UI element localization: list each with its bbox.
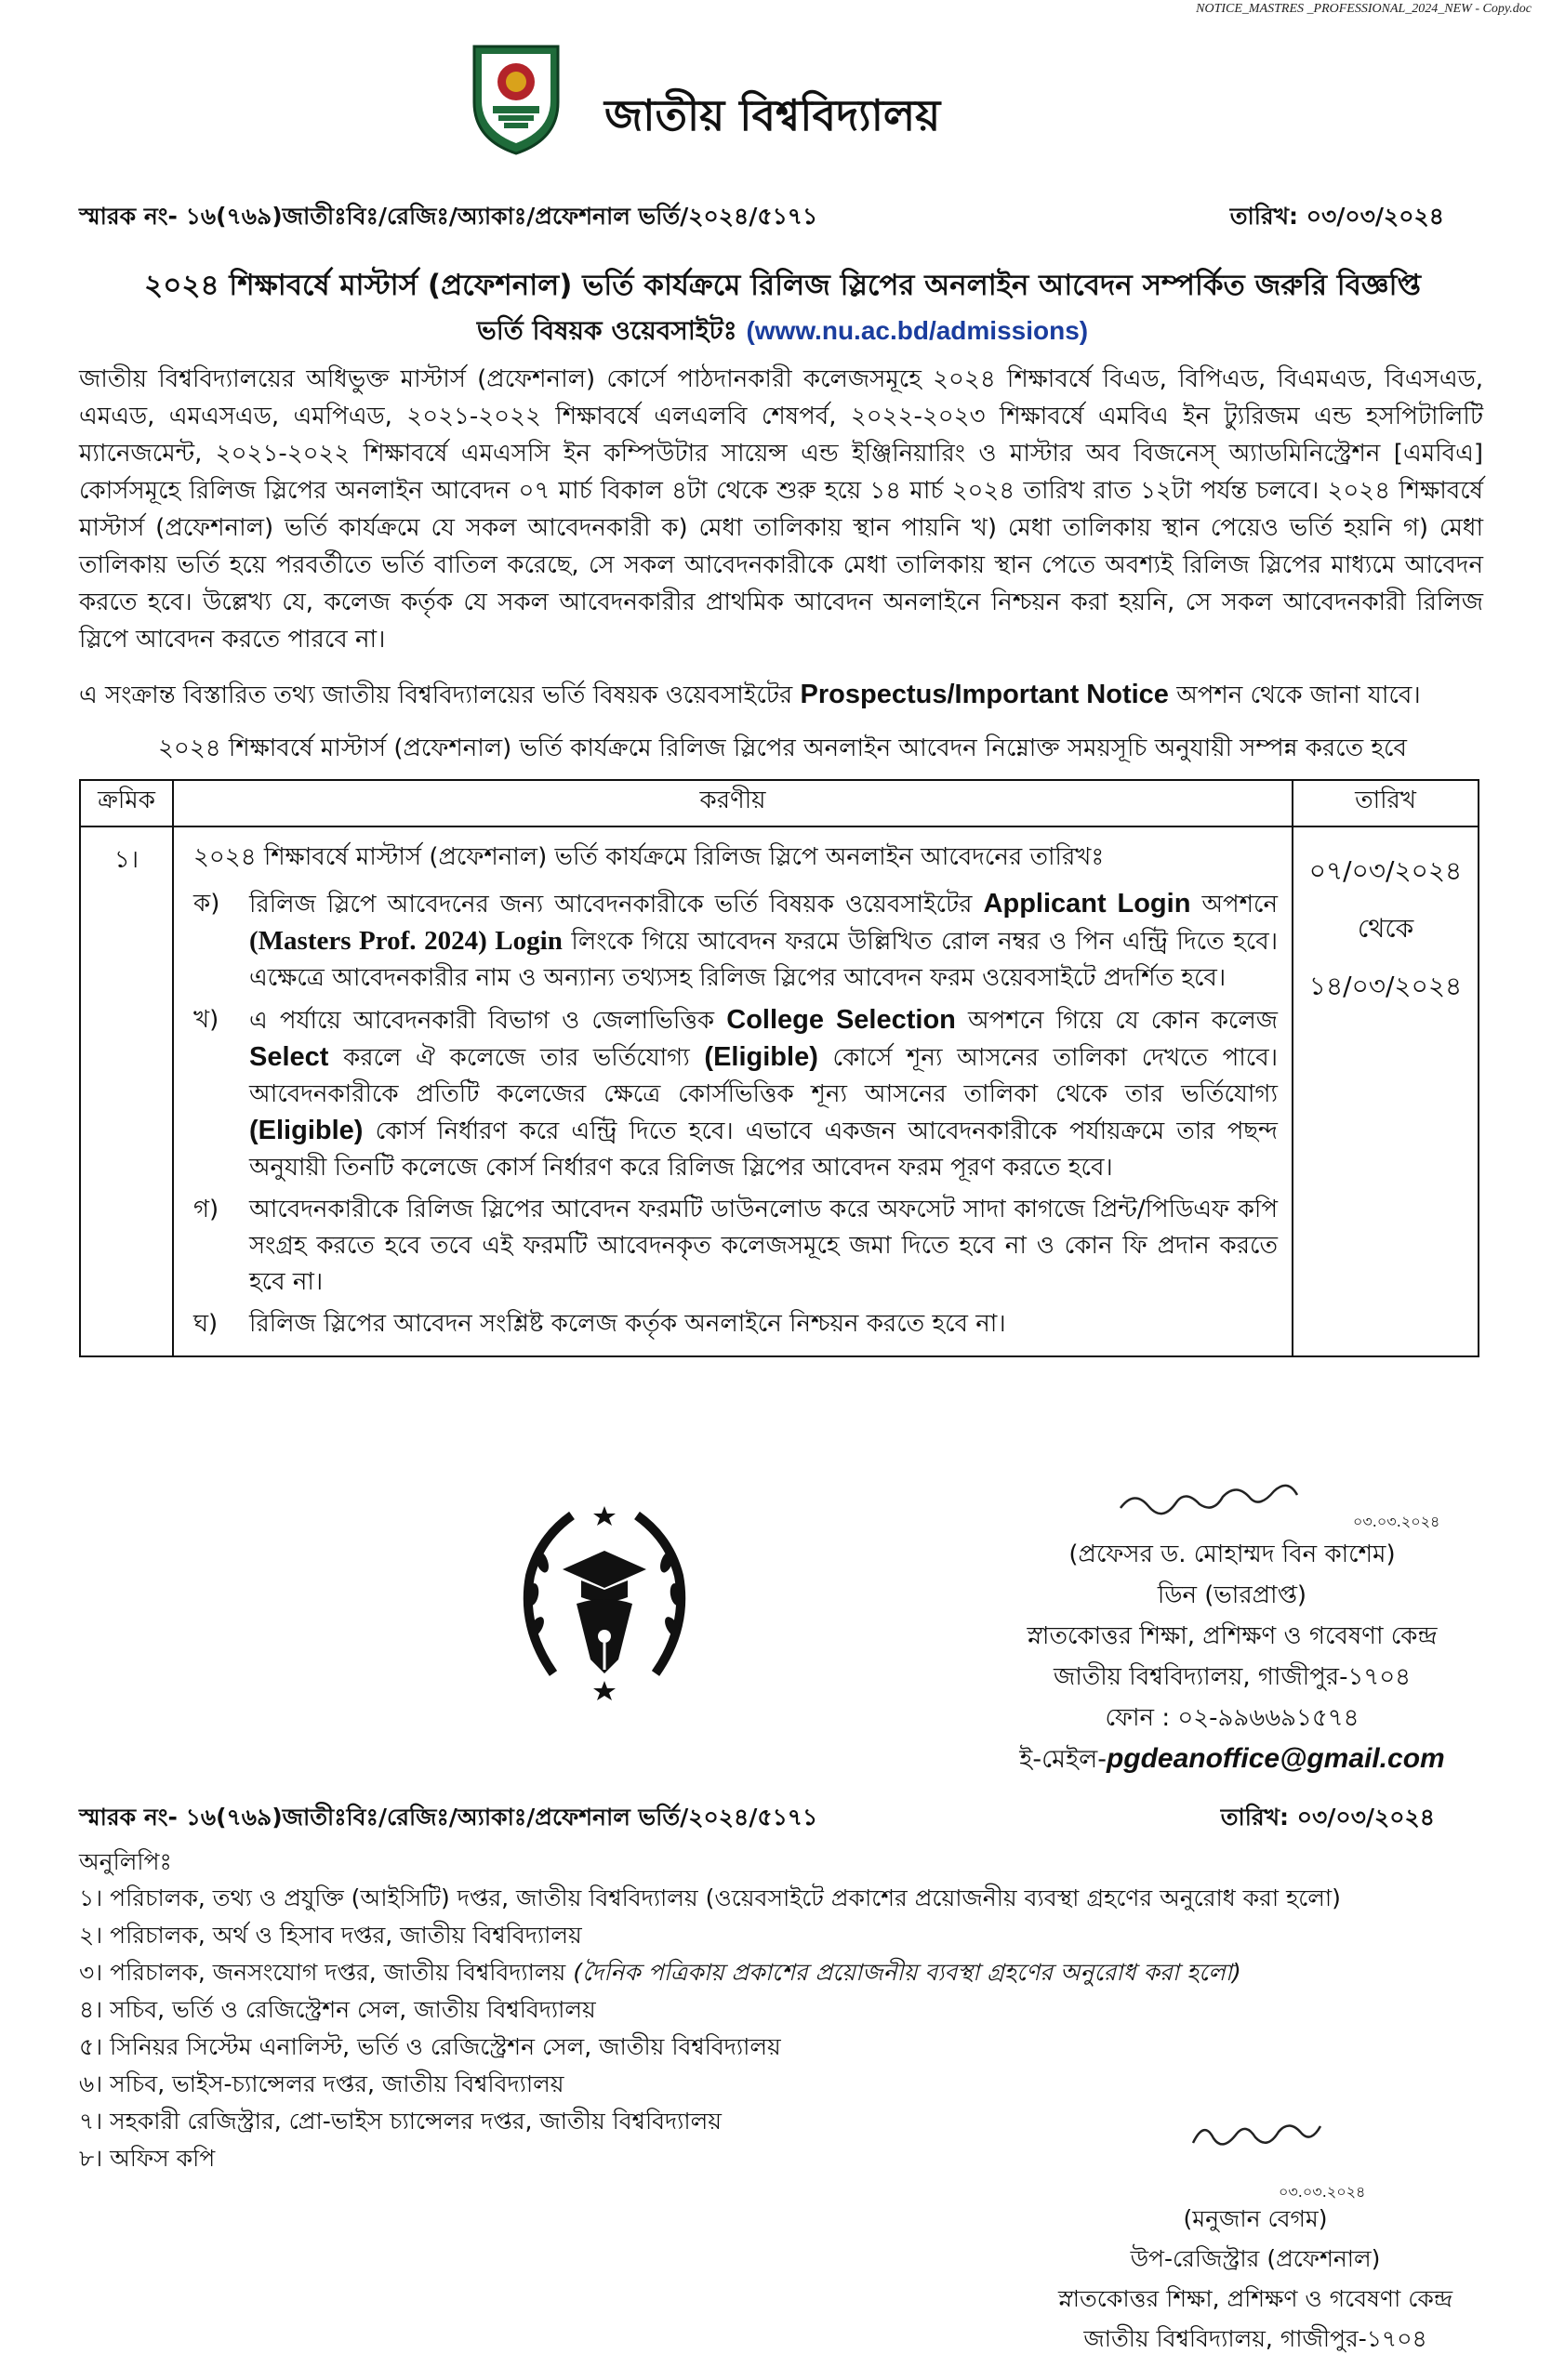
table-header-row [80, 780, 1479, 826]
dean-phone: ফোন : ০২-৯৯৬৬৯১৫৭৪ [1105, 1704, 1359, 1732]
sub-item-text: কোর্স নির্ধারণ করে এন্ট্রি দিতে হবে। এভাবে একজন আবেদনকারীকে পর্যায়ক্রমে তার পছন্দ অনুযায়ী তিনটি কলেজে কোর্স নির্ধারণ করে রিলিজ স্লিপের আবেদন ফরম পূরণ করতে হবে। [249, 1117, 1278, 1182]
website-url[interactable]: (www.nu.ac.bd/admissions) [746, 316, 1089, 345]
website-label: ভর্তি বিষয়ক ওয়েবসাইটঃ [476, 315, 737, 346]
sub-item-text: রিলিজ স্লিপের আবেদন সংশ্লিষ্ট কলেজ কর্তৃক অনলাইনে নিশ্চয়ন করতে হবে না। [249, 1310, 1006, 1338]
notice-title: ২০২৪ শিক্ষাবর্ষে মাস্টার্স (প্রফেশনাল) ভর্তি কার্যক্রমে রিলিজ স্লিপের অনলাইন আবেদন সম্পর্কিত জরুরি বিজ্ঞপ্তি [144, 269, 1421, 302]
sub-item-d [175, 1304, 1291, 1346]
header-date: তারিখ [1293, 780, 1479, 826]
date-to-word: থেকে [1357, 913, 1414, 944]
list-item: ৪। সচিব, ভর্তি ও রেজিস্ট্রেশন সেল, জাতীয় বিশ্ববিদ্যালয় [79, 1996, 596, 2023]
file-name: NOTICE_MASTRES _PROFESSIONAL_2024_NEW - Copy.doc [1196, 2, 1532, 16]
date-from: ০৭/০৩/২০২৪ [1308, 855, 1463, 886]
dean-office: স্নাতকোত্তর শিক্ষা, প্রশিক্ষণ ও গবেষণা কেন্দ্র [1027, 1622, 1438, 1650]
note-option: Prospectus/Important Notice [800, 680, 1169, 709]
sub-item-text: অপশনে [1201, 891, 1279, 919]
email-label: ই-মেইল- [1019, 1745, 1107, 1774]
registrar-title: উপ-রেজিস্ট্রার (প্রফেশনাল) [1130, 2245, 1381, 2272]
sub-item-label: ক) [193, 890, 220, 918]
sub-item-label: গ) [193, 1196, 219, 1223]
eligible-term: (Eligible) [704, 1042, 818, 1072]
list-item: ২। পরিচালক, অর্থ ও হিসাব দপ্তর, জাতীয় বিশ্ববিদ্যালয় [79, 1922, 582, 1949]
list-item: ৬। সচিব, ভাইস-চ্যান্সেলর দপ্তর, জাতীয় বিশ্ববিদ্যালয় [79, 2070, 564, 2097]
applicant-login-option: Applicant Login [983, 889, 1191, 919]
cc-list [79, 1880, 1341, 2177]
eligible-term: (Eligible) [249, 1116, 364, 1145]
cc-item-text: ৩। পরিচালক, জনসংযোগ দপ্তর, জাতীয় বিশ্ববিদ্যালয় [79, 1959, 566, 1986]
sub-item-a [175, 884, 1291, 1000]
admission-website [0, 311, 1565, 354]
row-serial: ১। [80, 826, 173, 1356]
date-to: ১৪/০৩/২০২৪ [1308, 971, 1463, 1001]
masters-login-link: (Masters Prof. 2024) Login [249, 926, 563, 956]
dean-sign-date: ০৩.০৩.২০২৪ [1353, 1513, 1440, 1530]
graduation-pen-emblem-icon [516, 1488, 693, 1711]
memo-date: তারিখ: ০৩/০৩/২০২৪ [1229, 203, 1444, 230]
row-task [173, 826, 1293, 1356]
registrar-office: স্নাতকোত্তর শিক্ষা, প্রশিক্ষণ ও গবেষণা কেন্দ্র [1057, 2285, 1453, 2312]
registrar-signature-icon [1186, 2106, 1325, 2162]
cc-item-note: (দৈনিক পত্রিকায় প্রকাশের প্রয়োজনীয় ব্যবস্থা গ্রহণের অনুরোধ করা হলো) [573, 1959, 1241, 1986]
list-item: ৮। অফিস কপি [79, 2145, 216, 2172]
schedule-table [79, 779, 1479, 1357]
sub-item-text: করলে ঐ কলেজে তার ভর্তিযোগ্য [343, 1044, 690, 1072]
row-date [1293, 826, 1479, 1356]
dean-email [990, 1740, 1474, 1782]
list-item: ৭। সহকারী রেজিস্ট্রার, প্রো-ভাইস চ্যান্সেলর দপ্তর, জাতীয় বিশ্ববিদ্যালয় [79, 2108, 723, 2135]
header-task: করণীয় [173, 780, 1293, 826]
dean-title: ডিন (ভারপ্রাপ্ত) [1157, 1581, 1307, 1609]
header-serial: ক্রমিক [80, 780, 173, 826]
memo-reference: স্মারক নং- ১৬(৭৬৯)জাতীঃবিঃ/রেজিঃ/অ্যাকাঃ/প্রফেশনাল ভর্তি/২০২৪/৫১৭১ [79, 203, 818, 230]
notice-note [79, 676, 1502, 714]
sub-item-text: আবেদনকারীকে রিলিজ স্লিপের আবেদন ফরমটি ডাউনলোড করে অফসেট সাদা কাগজে প্রিন্ট/পিডিএফ কপি সংগ্রহ করতে হবে তবে এই ফরমটি আবেদনকৃত কলেজসমূহে জমা দিতে হবে না ও কোন ফি প্রদান করতে হবে না। [249, 1196, 1278, 1296]
sub-item-text: অপশনে গিয়ে যে কোন কলেজ [968, 1007, 1279, 1035]
sub-item-label: খ) [193, 1006, 219, 1034]
dean-address: জাতীয় বিশ্ববিদ্যালয়, গাজীপুর-১৭০৪ [1053, 1663, 1412, 1691]
note-prefix: এ সংক্রান্ত বিস্তারিত তথ্য জাতীয় বিশ্ববিদ্যালয়ের ভর্তি বিষয়ক ওয়েবসাইটের [79, 681, 793, 709]
note-suffix: অপশন থেকে জানা যাবে। [1176, 681, 1421, 709]
college-selection-option: College Selection [726, 1005, 956, 1035]
list-item [79, 1954, 1341, 1991]
dean-signature-icon [1111, 1471, 1306, 1527]
university-name: জাতীয় বিশ্ববিদ্যালয় [604, 90, 941, 140]
list-item: ৫। সিনিয়র সিস্টেম এনালিস্ট, ভর্তি ও রেজিস্ট্রেশন সেল, জাতীয় বিশ্ববিদ্যালয় [79, 2033, 781, 2060]
list-item: ১। পরিচালক, তথ্য ও প্রযুক্তি (আইসিটি) দপ্তর, জাতীয় বিশ্ববিদ্যালয় (ওয়েবসাইটে প্রকাশের প্রয়োজনীয় ব্যবস্থা গ্রহণের অনুরোধ করা হলো) [79, 1884, 1341, 1911]
sub-item-text: এ পর্যায়ে আবেদনকারী বিভাগ ও জেলাভিত্তিক [249, 1007, 715, 1035]
notice-body: জাতীয় বিশ্ববিদ্যালয়ের অধিভুক্ত মাস্টার্স (প্রফেশনাল) কোর্সে পাঠদানকারী কলেজসমূহে ২০২৪ শিক্ষাবর্ষে বিএড, বিপিএড, বিএমএড, বিএসএড, এমএড, এমএসএড, এমপিএড, ২০২১-২০২২ শিক্ষাবর্ষে এলএলবি শেষপর্ব, ২০২২-২০২৩ শিক্ষাবর্ষে এমবিএ ইন ট্যুরিজম এন্ড হসপিটালিটি ম্যানেজমেন্ট, ২০২১-২০২২ শিক্ষাবর্ষে এমএসসি ইন কম্পিউটার সায়েন্স এন্ড ইঞ্জিনিয়ারিং ও মাস্টার অব বিজনেস্ অ্যাডমিনিস্ট্রেশন [এমবিএ] কোর্সসমূহে রিলিজ স্লিপের অনলাইন আবেদন ০৭ মার্চ বিকাল ৪টা থেকে শুরু হয়ে ১৪ মার্চ ২০২৪ তারিখ রাত ১২টা পর্যন্ত চলবে। ২০২৪ শিক্ষাবর্ষে মাস্টার্স (প্রফেশনাল) ভর্তি কার্যক্রমে যে সকল আবেদনকারী ক) মেধা তালিকায় স্থান পায়নি খ) মেধা তালিকায় স্থান পেয়েও ভর্তি হয়নি গ) মেধা তালিকায় ভর্তি হয়ে পরবর্তীতে ভর্তি বাতিল করেছে, সে সকল আবেদনকারীকে মেধা তালিকায় স্থান পেতে অবশ্যই রিলিজ স্লিপের মাধ্যমে আবেদন করতে হবে। উল্লেখ্য যে, কলেজ কর্তৃক যে সকল আবেদনকারীর প্রাথমিক আবেদন অনলাইনে নিশ্চয়ন করা হয়নি, সে সকল আবেদনকারী রিলিজ স্লিপে আবেদন করতে পারবে না। [79, 365, 1483, 654]
registrar-address: জাতীয় বিশ্ববিদ্যালয়, গাজীপুর-১৭০৪ [1083, 2325, 1427, 2352]
registrar-name: (মনুজান বেগম) [1183, 2205, 1328, 2232]
table-row [80, 826, 1479, 1356]
footer-memo-date: তারিখ: ০৩/০৩/২০২৪ [1220, 1804, 1435, 1831]
sub-item-b [175, 1000, 1291, 1190]
sub-item-c [175, 1190, 1291, 1304]
row-heading: ২০২৪ শিক্ষাবর্ষে মাস্টার্স (প্রফেশনাল) ভর্তি কার্যক্রমে রিলিজ স্লিপে অনলাইন আবেদনের তারিখঃ [193, 843, 1105, 871]
select-term: Select [249, 1042, 329, 1072]
sub-item-text: কোর্সে শূন্য আসনের তালিকা দেখতে পাবে। আবেদনকারীকে প্রতিটি কলেজের ক্ষেত্রে কোর্সভিত্তিক শূন্য আসনের তালিকা থেকে তার ভর্তিযোগ্য [249, 1044, 1279, 1108]
registrar-signature-block [1051, 2199, 1460, 2359]
cc-heading: অনুলিপিঃ [79, 1848, 172, 1875]
university-logo-icon [456, 37, 577, 158]
schedule-title: ২০২৪ শিক্ষাবর্ষে মাস্টার্স (প্রফেশনাল) ভর্তি কার্যক্রমে রিলিজ স্লিপের অনলাইন আবেদন নিম্নোক্ত সময়সূচি অনুযায়ী সম্পন্ন করতে হবে [158, 734, 1407, 762]
sub-item-label: ঘ) [193, 1310, 219, 1338]
email-address[interactable]: pgdeanoffice@gmail.com [1106, 1743, 1445, 1774]
registrar-sign-date: ০৩.০৩.২০২৪ [1279, 2183, 1366, 2201]
sub-item-text: রিলিজ স্লিপে আবেদনের জন্য আবেদনকারীকে ভর্তি বিষয়ক ওয়েবসাইটের [249, 891, 973, 919]
dean-signature-block [990, 1534, 1474, 1739]
dean-name: (প্রফেসর ড. মোহাম্মদ বিন কাশেম) [1068, 1540, 1396, 1568]
sub-item-text: লিংকে গিয়ে আবেদন ফরমে উল্লিখিত রোল নম্বর ও পিন এন্ট্রি দিতে হবে। এক্ষেত্রে আবেদনকারীর নাম ও অন্যান্য তথ্যসহ রিলিজ স্লিপের আবেদন ফরম ওয়েবসাইটে প্রদর্শিত হবে। [249, 928, 1279, 992]
footer-memo-reference: স্মারক নং- ১৬(৭৬৯)জাতীঃবিঃ/রেজিঃ/অ্যাকাঃ/প্রফেশনাল ভর্তি/২০২৪/৫১৭১ [79, 1804, 818, 1831]
